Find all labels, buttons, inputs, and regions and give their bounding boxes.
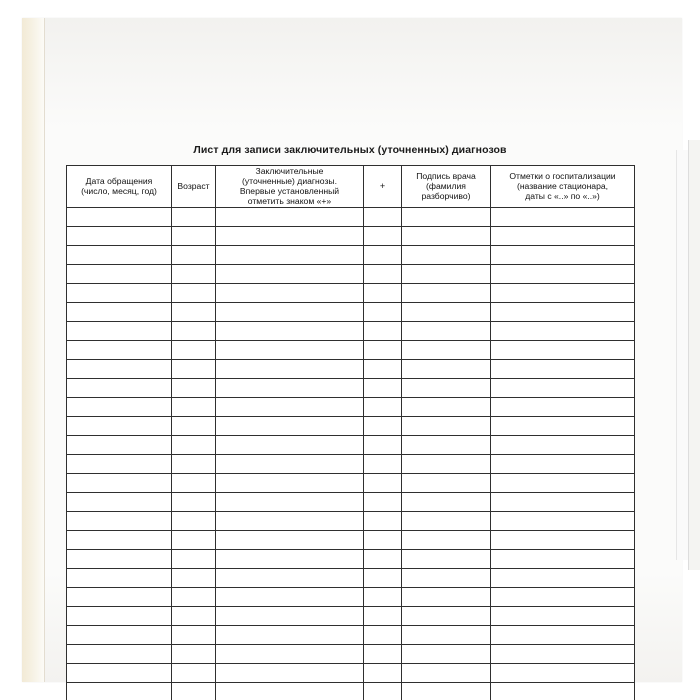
table-cell-plus (364, 226, 402, 245)
table-row (67, 226, 635, 245)
table-cell-age (172, 587, 216, 606)
table-cell-diagnosis (216, 245, 364, 264)
table-cell-signature (402, 226, 491, 245)
table-cell-date (67, 663, 172, 682)
table-cell-age (172, 302, 216, 321)
table-cell-date (67, 682, 172, 700)
table-cell-age (172, 435, 216, 454)
table-cell-hospitalization (491, 226, 635, 245)
table-cell-age (172, 397, 216, 416)
table-cell-hospitalization (491, 549, 635, 568)
paper-shading-top (22, 18, 682, 128)
table-cell-age (172, 682, 216, 700)
table-cell-diagnosis (216, 473, 364, 492)
table-cell-date (67, 397, 172, 416)
table-cell-hospitalization (491, 473, 635, 492)
table-cell-diagnosis (216, 606, 364, 625)
table-cell-diagnosis (216, 264, 364, 283)
table-cell-hospitalization (491, 492, 635, 511)
table-cell-hospitalization (491, 644, 635, 663)
table-cell-signature (402, 530, 491, 549)
table-cell-hospitalization (491, 682, 635, 700)
table-cell-signature (402, 435, 491, 454)
table-row (67, 625, 635, 644)
table-cell-signature (402, 473, 491, 492)
table-cell-signature (402, 378, 491, 397)
table-cell-age (172, 568, 216, 587)
table-cell-plus (364, 454, 402, 473)
table-cell-diagnosis (216, 530, 364, 549)
table-cell-hospitalization (491, 625, 635, 644)
table-cell-date (67, 644, 172, 663)
table-cell-signature (402, 416, 491, 435)
table-cell-plus (364, 530, 402, 549)
table-cell-hospitalization (491, 340, 635, 359)
table-cell-date (67, 245, 172, 264)
table-cell-age (172, 226, 216, 245)
table-cell-signature (402, 606, 491, 625)
table-cell-age (172, 454, 216, 473)
table-cell-diagnosis (216, 644, 364, 663)
table-cell-diagnosis (216, 549, 364, 568)
table-cell-signature (402, 492, 491, 511)
table-body (67, 207, 635, 700)
table-cell-plus (364, 245, 402, 264)
table-cell-signature (402, 625, 491, 644)
table-cell-signature (402, 663, 491, 682)
table-cell-signature (402, 207, 491, 226)
table-cell-hospitalization (491, 511, 635, 530)
table-cell-date (67, 587, 172, 606)
table-cell-diagnosis (216, 397, 364, 416)
table-cell-hospitalization (491, 207, 635, 226)
column-header-hospitalization: Отметки о госпитализации (название стационара, даты с «..» по «..») (491, 166, 635, 208)
table-cell-signature (402, 340, 491, 359)
table-cell-plus (364, 625, 402, 644)
table-cell-signature (402, 682, 491, 700)
table-cell-diagnosis (216, 492, 364, 511)
table-cell-signature (402, 302, 491, 321)
table-row (67, 207, 635, 226)
table-cell-diagnosis (216, 663, 364, 682)
table-cell-hospitalization (491, 530, 635, 549)
table-cell-date (67, 321, 172, 340)
table-cell-signature (402, 644, 491, 663)
table-cell-signature (402, 359, 491, 378)
table-cell-signature (402, 321, 491, 340)
table-row (67, 359, 635, 378)
table-cell-hospitalization (491, 245, 635, 264)
table-cell-date (67, 625, 172, 644)
table-cell-diagnosis (216, 416, 364, 435)
table-cell-signature (402, 397, 491, 416)
table-cell-age (172, 530, 216, 549)
table-cell-date (67, 454, 172, 473)
table-cell-plus (364, 378, 402, 397)
table-cell-hospitalization (491, 568, 635, 587)
table-cell-plus (364, 340, 402, 359)
table-cell-age (172, 644, 216, 663)
table-cell-diagnosis (216, 454, 364, 473)
table-cell-date (67, 549, 172, 568)
table-cell-hospitalization (491, 302, 635, 321)
table-row (67, 454, 635, 473)
table-cell-age (172, 340, 216, 359)
binding-edge (22, 18, 44, 682)
table-cell-plus (364, 435, 402, 454)
table-row (67, 397, 635, 416)
table-cell-age (172, 511, 216, 530)
table-cell-diagnosis (216, 359, 364, 378)
table-cell-hospitalization (491, 587, 635, 606)
column-header-doctor-signature: Подпись врача (фамилия разборчиво) (402, 166, 491, 208)
table-cell-diagnosis (216, 625, 364, 644)
table-cell-age (172, 245, 216, 264)
table-cell-signature (402, 587, 491, 606)
table-row (67, 587, 635, 606)
table-cell-plus (364, 473, 402, 492)
table-cell-hospitalization (491, 264, 635, 283)
table-row (67, 682, 635, 700)
table-cell-plus (364, 682, 402, 700)
table-cell-hospitalization (491, 378, 635, 397)
column-header-date: Дата обращения (число, месяц, год) (67, 166, 172, 208)
table-cell-plus (364, 492, 402, 511)
table-row (67, 321, 635, 340)
table-cell-signature (402, 283, 491, 302)
table-cell-diagnosis (216, 568, 364, 587)
table-cell-date (67, 473, 172, 492)
table-row (67, 340, 635, 359)
table-cell-diagnosis (216, 511, 364, 530)
table-cell-age (172, 549, 216, 568)
table-cell-diagnosis (216, 340, 364, 359)
binding-fold-line (44, 18, 45, 682)
table-cell-diagnosis (216, 587, 364, 606)
table-cell-date (67, 359, 172, 378)
table-cell-hospitalization (491, 606, 635, 625)
table-row (67, 530, 635, 549)
adjacent-page-edge-outer (688, 140, 700, 570)
table-cell-signature (402, 549, 491, 568)
table-row (67, 549, 635, 568)
table-cell-diagnosis (216, 226, 364, 245)
table-row (67, 245, 635, 264)
table-cell-plus (364, 644, 402, 663)
table-cell-plus (364, 549, 402, 568)
table-cell-age (172, 207, 216, 226)
table-cell-plus (364, 397, 402, 416)
table-cell-hospitalization (491, 283, 635, 302)
table-cell-diagnosis (216, 321, 364, 340)
table-cell-age (172, 663, 216, 682)
table-cell-diagnosis (216, 207, 364, 226)
table-cell-age (172, 359, 216, 378)
table-cell-date (67, 283, 172, 302)
table-cell-age (172, 416, 216, 435)
table-cell-date (67, 511, 172, 530)
table-cell-hospitalization (491, 397, 635, 416)
table-cell-date (67, 416, 172, 435)
table-cell-date (67, 207, 172, 226)
table-cell-diagnosis (216, 302, 364, 321)
table-cell-hospitalization (491, 454, 635, 473)
table-row (67, 435, 635, 454)
table-row (67, 511, 635, 530)
table-cell-signature (402, 454, 491, 473)
table-cell-date (67, 606, 172, 625)
table-cell-date (67, 378, 172, 397)
table-cell-date (67, 302, 172, 321)
table-cell-plus (364, 606, 402, 625)
table-cell-plus (364, 416, 402, 435)
table-row (67, 416, 635, 435)
table-cell-diagnosis (216, 435, 364, 454)
table-cell-plus (364, 321, 402, 340)
table-cell-age (172, 625, 216, 644)
table-row (67, 378, 635, 397)
table-row (67, 473, 635, 492)
table-header (67, 166, 635, 208)
table-cell-plus (364, 302, 402, 321)
table-cell-plus (364, 264, 402, 283)
table-cell-diagnosis (216, 378, 364, 397)
table-cell-hospitalization (491, 416, 635, 435)
table-row (67, 568, 635, 587)
column-header-diagnosis: Заключительные (уточненные) диагнозы. Впервые установленный отметить знаком «+» (216, 166, 364, 208)
table-row (67, 644, 635, 663)
table-row (67, 606, 635, 625)
table-cell-age (172, 283, 216, 302)
table-cell-hospitalization (491, 435, 635, 454)
table-row (67, 663, 635, 682)
table-cell-age (172, 378, 216, 397)
table-cell-plus (364, 511, 402, 530)
table-cell-plus (364, 663, 402, 682)
table-cell-hospitalization (491, 321, 635, 340)
table-cell-hospitalization (491, 359, 635, 378)
table-cell-plus (364, 587, 402, 606)
table-cell-age (172, 321, 216, 340)
table-cell-age (172, 606, 216, 625)
page-title: Лист для записи заключительных (уточненных) диагнозов (193, 144, 507, 156)
column-header-age: Возраст (172, 166, 216, 208)
table-cell-date (67, 264, 172, 283)
table-cell-signature (402, 511, 491, 530)
table-cell-plus (364, 207, 402, 226)
table-row (67, 302, 635, 321)
table-cell-age (172, 264, 216, 283)
diagnosis-form-table-wrapper (66, 165, 634, 700)
table-cell-plus (364, 568, 402, 587)
table-row (67, 283, 635, 302)
table-cell-date (67, 340, 172, 359)
diagnosis-form-table (66, 165, 635, 700)
column-header-plus-mark: + (364, 166, 402, 208)
table-cell-signature (402, 568, 491, 587)
table-cell-signature (402, 264, 491, 283)
table-cell-diagnosis (216, 283, 364, 302)
table-cell-date (67, 530, 172, 549)
table-header-row (67, 166, 635, 208)
table-row (67, 264, 635, 283)
table-cell-age (172, 473, 216, 492)
table-cell-date (67, 435, 172, 454)
table-row (67, 492, 635, 511)
table-cell-diagnosis (216, 682, 364, 700)
table-cell-plus (364, 359, 402, 378)
table-cell-plus (364, 283, 402, 302)
table-cell-signature (402, 245, 491, 264)
table-cell-age (172, 492, 216, 511)
table-cell-date (67, 568, 172, 587)
table-cell-hospitalization (491, 663, 635, 682)
table-cell-date (67, 492, 172, 511)
table-cell-date (67, 226, 172, 245)
